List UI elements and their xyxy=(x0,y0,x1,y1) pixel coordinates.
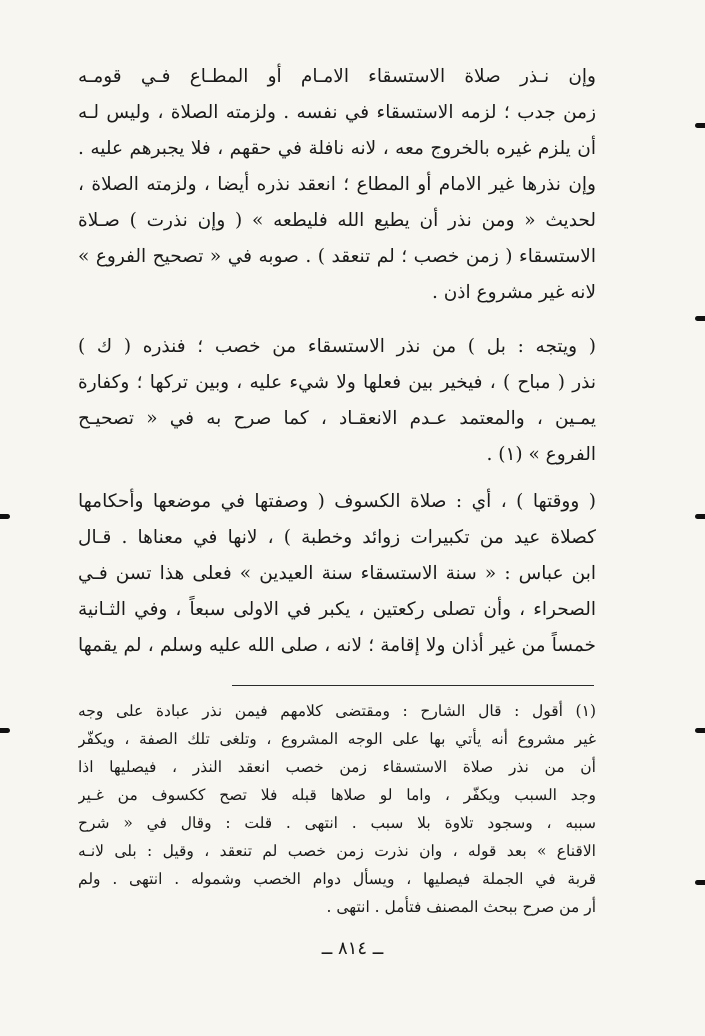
footnote-line: وجد السبب ويكفّر ، واما لو صلاها قبله فلا تصح ككسوف من غـير xyxy=(78,786,596,804)
footnote xyxy=(78,697,596,927)
scan-edge-mark xyxy=(695,880,705,885)
text-line: لحديث « ومن نذر أن يطيع الله فليطعه » ( وإن نذرت ) صـلاة xyxy=(78,210,596,231)
scan-edge-mark xyxy=(0,728,10,733)
footnote-line: قربة في الجملة فيصليها ، ويسأل دوام الخصب وشموله . انتهى . ولم xyxy=(78,870,596,888)
footnote-divider xyxy=(232,685,594,686)
footnote-line: أن من نذر صلاة الاستسقاء زمن خصب انعقد النذر ، فيصليها اذا xyxy=(78,758,596,776)
scan-edge-mark xyxy=(695,514,705,519)
text-line: الفروع » (١) . xyxy=(486,444,596,465)
text-line: ( ويتجه : بل ) من نذر الاستسقاء من خصب ؛ فنذره ( ك ) xyxy=(78,336,596,357)
text-line: كصلاة عيد من تكبيرات زوائد وخطبة ) ، لانها في معناها . قـال xyxy=(78,527,596,548)
text-line: يمـين ، والمعتمد عـدم الانعقـاد ، كما صرح به في « تصحيـح xyxy=(78,408,596,429)
scan-edge-mark xyxy=(0,514,10,519)
scan-edge-mark xyxy=(695,123,705,128)
text-line: ( ووقتها ) ، أي : صلاة الكسوف ( وصفتها في موضعها وأحكامها xyxy=(78,491,596,512)
footnote-line: غير مشروع أنه يأتي بها على الوجه المشروع ، وتلغى تلك الصفة ، ويكفّر xyxy=(78,730,596,748)
text-line: نذر ( مباح ) ، فيخير بين فعلها ولا شيء عليه ، وبين تركها ؛ وكفارة xyxy=(78,372,596,393)
page-number: ــ ٨١٤ ــ xyxy=(321,938,384,959)
scan-edge-mark xyxy=(695,728,705,733)
scan-edge-mark xyxy=(695,316,705,321)
text-line: خمساً من غير أذان ولا إقامة ؛ لانه ، صلى الله عليه وسلم ، لم يقمها xyxy=(78,635,596,656)
text-line: الاستسقاء ( زمن خصب ؛ لم تنعقد ) . صوبه في « تصحيح الفروع » xyxy=(78,246,596,267)
footnote-line: أر من صرح ببحث المصنف فتأمل . انتهى . xyxy=(326,898,596,916)
text-line: ابن عباس : « سنة الاستسقاء سنة العيدين » فعلى هذا تسن فـي xyxy=(78,563,596,584)
text-line: زمن جدب ؛ لزمه الاستسقاء في نفسه . ولزمته الصلاة ، وليس لـه xyxy=(78,102,596,123)
footnote-line: الاقناع » بعد قوله ، وان نذرت زمن خصب لم تنعقد ، وقيل : بلى لانـه xyxy=(78,842,596,860)
text-line: الصحراء ، وأن تصلى ركعتين ، يكبر في الاولى سبعاً ، وفي الثـانية xyxy=(78,599,596,620)
text-line: لانه غير مشروع اذن . xyxy=(431,282,596,303)
text-line: وإن نذرها غير الامام أو المطاع ؛ انعقد نذره أيضا ، ولزمته الصلاة ، xyxy=(78,174,596,195)
text-line: وإن نـذر صلاة الاستسقاء الامـام أو المطـاع فـي قومـه xyxy=(78,66,596,87)
footnote-line: (١) أقول : قال الشارح : ومقتضى كلامهم فيمن نذر عبادة على وجه xyxy=(78,702,596,720)
footnote-line: سببه ، وسجود تلاوة بلا سبب . انتهى . قلت : وقال في « شرح xyxy=(78,814,596,832)
text-line: أن يلزم غيره بالخروج معه ، لانه نافلة في حقهم ، فلا يجبرهم عليه . xyxy=(78,138,596,159)
main-text xyxy=(78,60,596,670)
